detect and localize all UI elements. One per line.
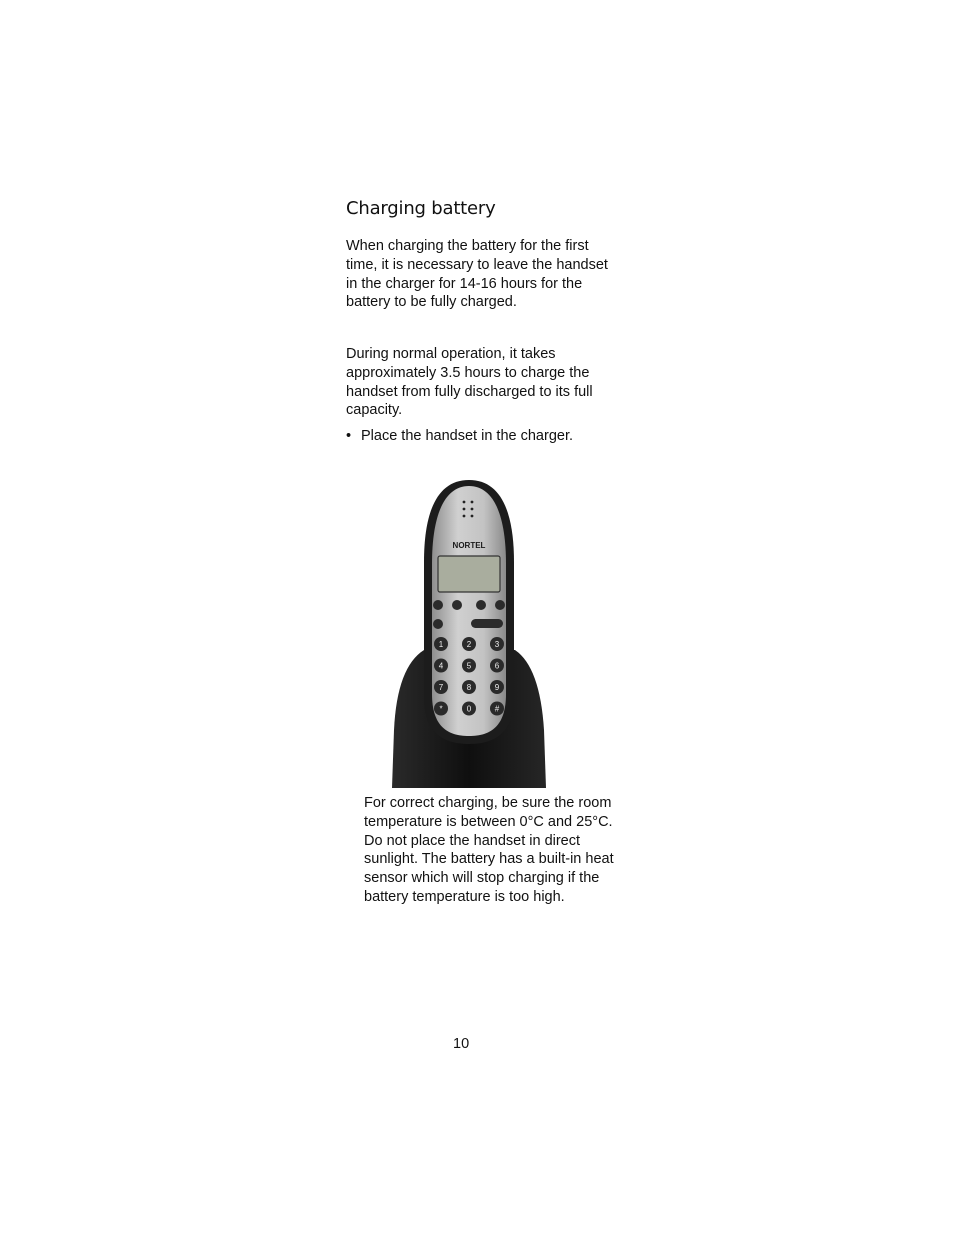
keypad-key-label: *	[439, 704, 443, 714]
handset-in-charger-image	[382, 472, 557, 790]
keypad-key-label: 6	[494, 661, 500, 671]
brand-logo: NORTEL	[452, 541, 486, 550]
keypad-key-label: 8	[466, 683, 472, 692]
paragraph-first-charge: When charging the battery for the first time, it is necessary to leave the handset in the charger for 14-16 hours for the battery to be fully charged.	[346, 238, 608, 311]
keypad-key-label: 3	[494, 640, 500, 649]
keypad-key-label: 1	[438, 640, 444, 649]
handset-face	[432, 486, 506, 736]
keypad-key-label: #	[494, 704, 500, 714]
keypad-key-label: 0	[466, 704, 472, 714]
paragraph-normal-operation: During normal operation, it takes approximately 3.5 hours to charge the handset from fully discharged to its full capacity.	[346, 346, 593, 419]
keypad-key-label: 9	[494, 683, 500, 692]
list-item	[346, 427, 626, 446]
list-item-text: Place the handset in the charger.	[361, 428, 574, 444]
keypad-key-label: 2	[466, 640, 472, 649]
instruction-list	[346, 427, 626, 446]
bullet-icon: •	[346, 428, 352, 444]
paragraph-charging-conditions: For correct charging, be sure the room temperature is between 0°C and 25°C. Do not place the handset in direct sunlight. The battery has a built-in heat sensor which will stop charging if the battery temperature is too high.	[364, 795, 614, 905]
display-screen	[438, 556, 500, 592]
section-heading: Charging battery	[346, 198, 496, 219]
keypad-key-label: 5	[466, 661, 472, 671]
page-number: 10	[453, 1036, 470, 1052]
keypad-key-label: 7	[438, 683, 444, 692]
handset-illustration	[382, 472, 557, 790]
keypad-key-label: 4	[438, 661, 444, 671]
